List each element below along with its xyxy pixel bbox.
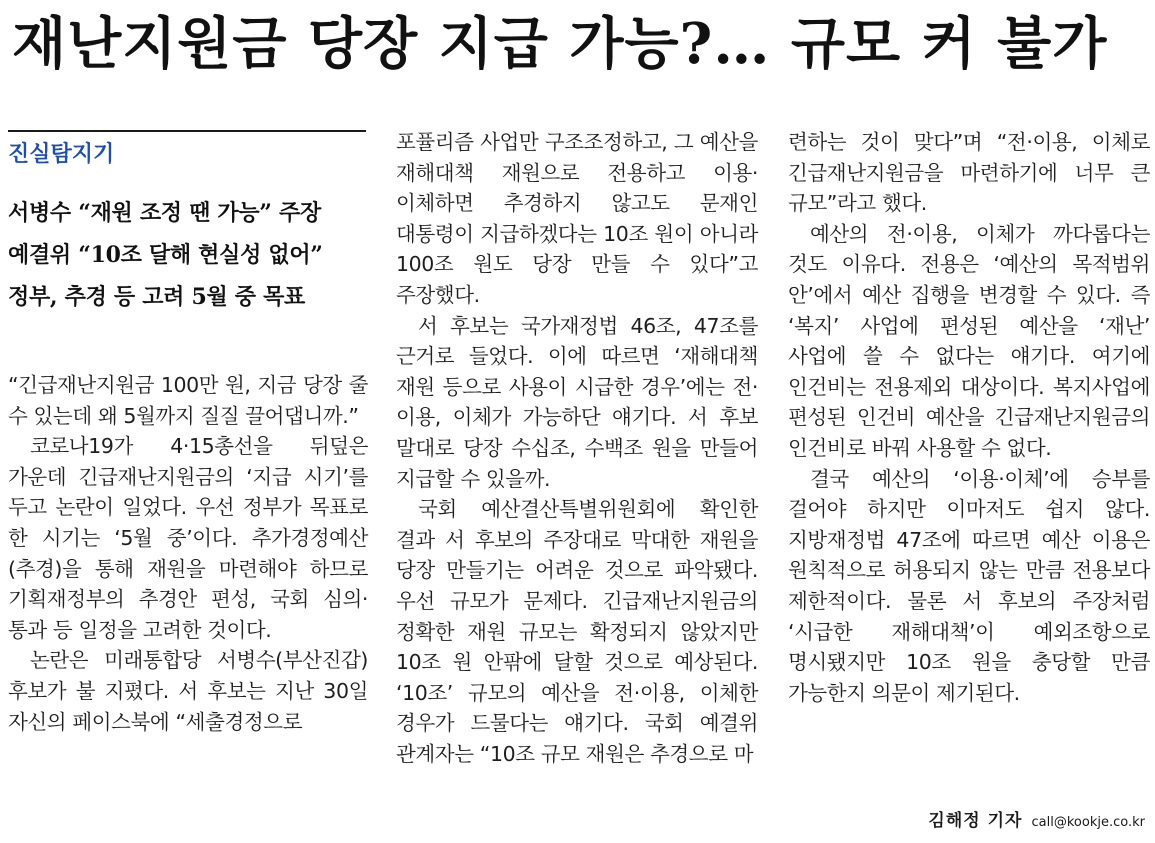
subheadline: 서병수 “재원 조정 땐 가능” 주장 <box>8 200 321 226</box>
body-paragraph: 결국 예산의 ‘이용·이체’에 승부를 걸어야 하지만 이마저도 쉽지 않다. 지방재정법 47조에 따르면 예산 이용은 원칙적으로 허용되지 않는 만큼 전용보다 제한적이다. 물론 서 후보의 주장처럼 ‘시급한 재해대책’이 예외조항으로 명시됐지만 10조 원을 충당할 만큼 가능한지 의문이 제기된다. <box>788 466 1150 705</box>
article-body-column-3 <box>788 127 1150 708</box>
body-paragraph: 논란은 미래통합당 서병수(부산진갑) 후보가 불 지폈다. 서 후보는 지난 30일 자신의 페이스북에 “세출경정으로 <box>8 648 368 734</box>
body-paragraph: 예산의 전·이용, 이체가 까다롭다는 것도 이유다. 전용은 ‘예산의 목적범위 안’에서 예산 집행을 변경할 수 있다. 즉 ‘복지’ 사업에 편성된 예산을 ‘재난’ 사업에 쓸 수 없다는 얘기다. 여기에 인건비는 전용제외 대상이다. 복지사업에 편성된 인건비 예산을 긴급재난지원금의 인건비로 바꿔 사용할 수 없다. <box>788 221 1150 460</box>
article-column-3 <box>788 127 1150 708</box>
byline <box>928 809 1145 835</box>
article-column-1 <box>8 130 368 737</box>
article-body-column-1 <box>8 370 368 737</box>
subheadline: 예결위 “10조 달해 현실성 없어” <box>8 242 323 268</box>
headline: 재난지원금 당장 지급 가능?… 규모 커 불가 <box>12 11 1108 77</box>
article-column-2 <box>396 127 758 769</box>
subheadline-group <box>8 192 368 318</box>
body-paragraph: 서 후보는 국가재정법 46조, 47조를 근거로 들었다. 이에 따르면 ‘재해대책 재원 등으로 사용이 시급한 경우’에는 전·이용, 이체가 가능하단 얘기다. 서 후보 말대로 당장 수십조, 수백조 원을 만들어 지급할 수 있을까. <box>396 313 758 491</box>
article-body-column-2 <box>396 127 758 769</box>
quote-paragraph: “긴급재난지원금 100만 원, 지금 당장 줄 수 있는데 왜 5월까지 질질 끌어댑니까.” <box>8 373 368 428</box>
body-paragraph: 코로나19가 4·15총선을 뒤덮은 가운데 긴급재난지원금의 ‘지급 시기’를 두고 논란이 일었다. 우선 정부가 목표로 한 시기는 ‘5월 중’이다. 추가경정예산(추경)을 통해 재원을 마련해야 하므로 기획재정부의 추경안 편성, 국회 심의·통과 등 일정을 고려한 것이다. <box>8 434 368 642</box>
section-rule <box>8 130 366 132</box>
body-paragraph: 국회 예산결산특별위원회에 확인한 결과 서 후보의 주장대로 막대한 재원을 당장 만들기는 어려운 것으로 파악됐다. 우선 규모가 문제다. 긴급재난지원금의 정확한 재원 규모는 확정되지 않았지만 10조 원 안팎에 달할 것으로 예상된다. ‘10조’ 규모의 예산을 전·이용, 이체한 경우가 드물다는 얘기다. 국회 예결위 관계자는 “10조 규모 재원은 추경으로 마 <box>396 497 758 766</box>
subheadline: 정부, 추경 등 고려 5월 중 목표 <box>8 284 305 310</box>
body-paragraph: 포퓰리즘 사업만 구조조정하고, 그 예산을 재해대책 재원으로 전용하고 이용·이체하면 추경하지 않고도 문재인 대통령이 지급하겠다는 10조 원이 아니라 100조 원도 당장 만들 수 있다”고 주장했다. <box>396 130 758 307</box>
body-paragraph: 련하는 것이 맞다”며 “전·이용, 이체로 긴급재난지원금을 마련하기에 너무 큰 규모”라고 했다. <box>788 130 1150 216</box>
section-label: 진실탐지기 <box>8 142 115 167</box>
reporter-name: 김해정 기자 <box>928 811 1023 831</box>
reporter-email[interactable]: call@kookje.co.kr <box>1031 815 1145 830</box>
